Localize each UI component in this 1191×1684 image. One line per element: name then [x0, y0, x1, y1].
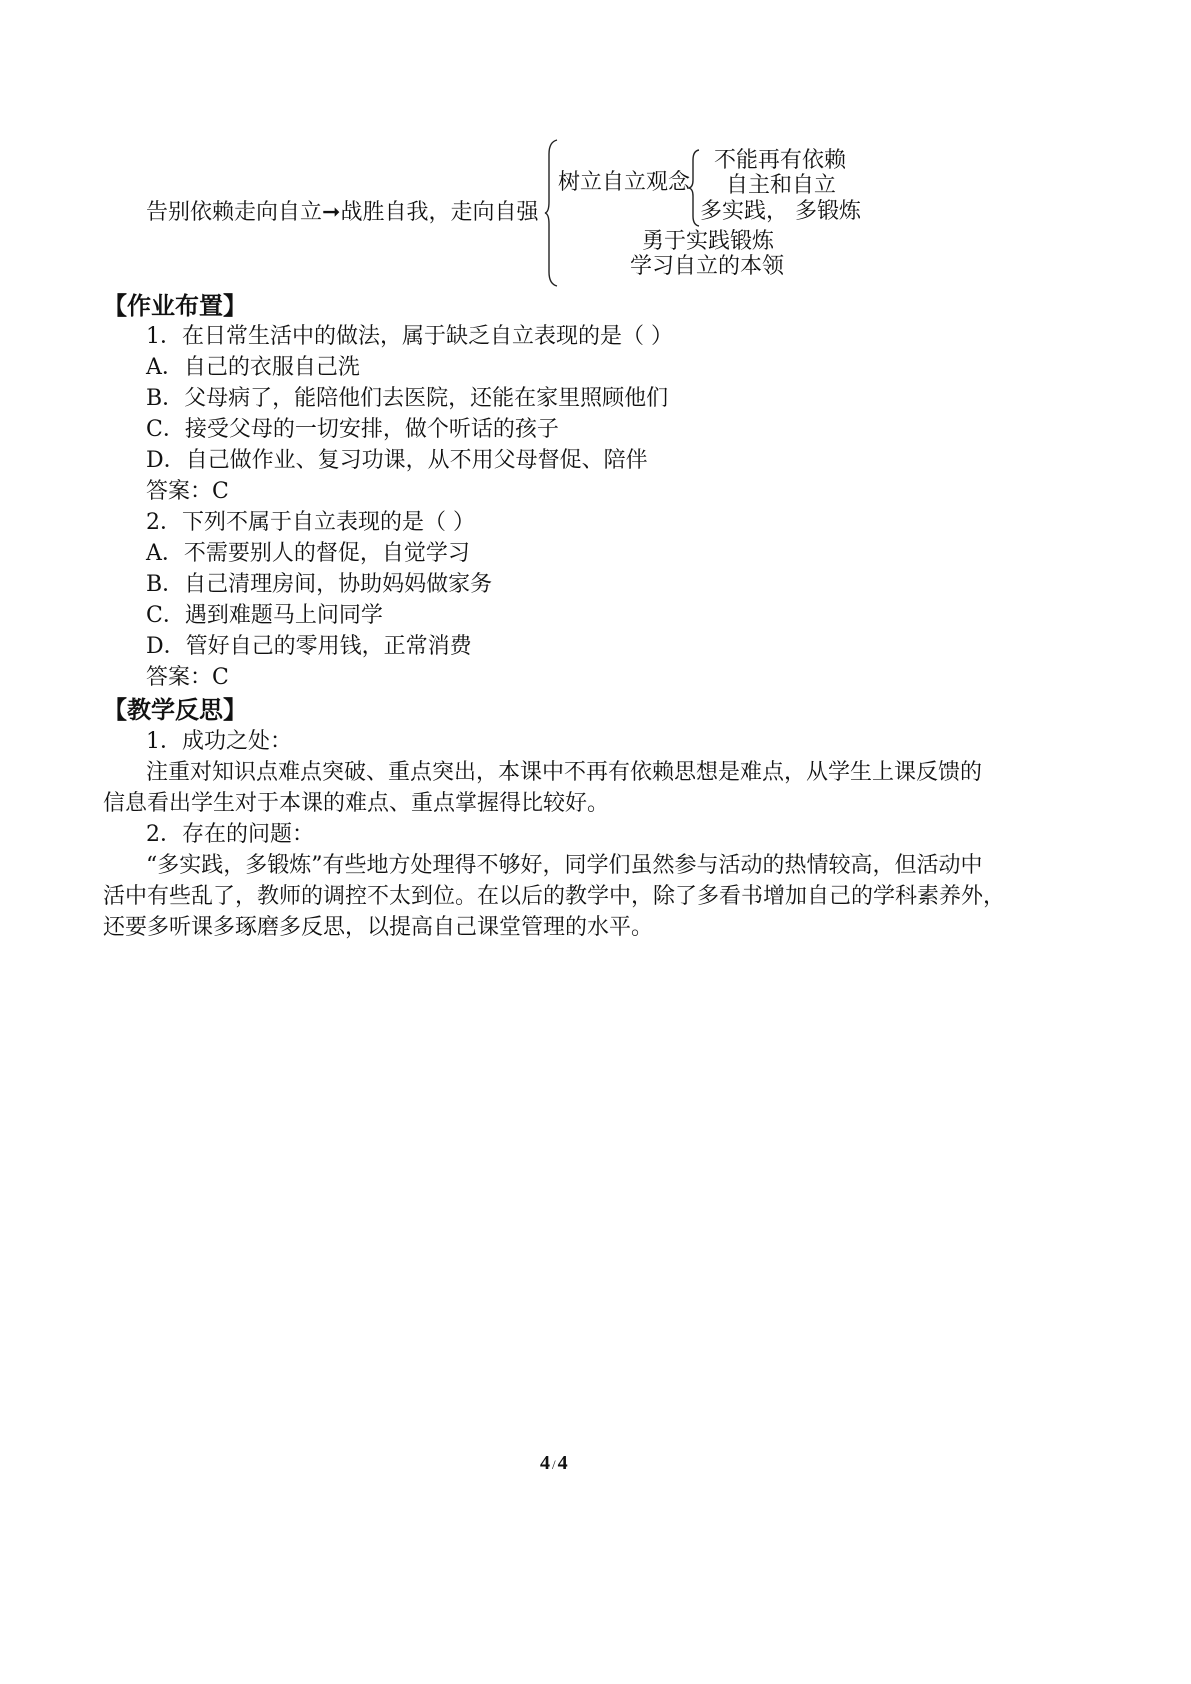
arrow-icon: ➞ — [322, 200, 341, 225]
homework-heading: 【作业布置】 — [103, 292, 247, 320]
problem-title: 2．存在的问题： — [146, 822, 314, 847]
page-number — [540, 1452, 568, 1475]
problem-text-line-1: “多实践，多锻炼”有些地方处理得不够好，同学们虽然参与活动的热情较高，但活动中 — [146, 853, 983, 878]
success-text-line-1: 注重对知识点难点突破、重点突出，本课中不再有依赖思想是难点，从学生上课反馈的 — [146, 760, 983, 785]
outline-sub-item-1: 不能再有依赖 — [714, 148, 847, 173]
problem-text-line-2: 活中有些乱了，教师的调控不太到位。在以后的教学中，除了多看书增加自己的学科素养外， — [103, 884, 1006, 909]
q1-option-a: A．自己的衣服自己洗 — [146, 355, 360, 380]
q1-option-d: D．自己做作业、复习功课，从不用父母督促、陪伴 — [146, 448, 648, 473]
q2-option-c: C．遇到难题马上问同学 — [146, 603, 383, 628]
q1-stem: 1．在日常生活中的做法，属于缺乏自立表现的是（ ） — [146, 324, 673, 349]
success-text-line-2: 信息看出学生对于本课的难点、重点掌握得比较好。 — [103, 791, 610, 816]
page-total: 4 — [557, 1452, 568, 1474]
page-separator: / — [552, 1457, 556, 1472]
outline-sub-item-3: 多实践， 多锻炼 — [700, 199, 861, 224]
outline-root — [146, 198, 538, 228]
q2-stem: 2．下列不属于自立表现的是（ ） — [146, 510, 475, 535]
page-current: 4 — [540, 1452, 550, 1474]
outline-root-label: 告别依赖走向自立 — [146, 200, 323, 225]
outline-branch-3: 学习自立的本领 — [630, 254, 785, 279]
q1-option-b: B．父母病了，能陪他们去医院，还能在家里照顾他们 — [146, 386, 669, 411]
outline-sub-item-2: 自主和自立 — [726, 173, 837, 198]
outline-brace-main — [544, 138, 560, 288]
problem-text-line-3: 还要多听课多琢磨多反思，以提高自己课堂管理的水平。 — [103, 915, 654, 940]
q1-option-c: C．接受父母的一切安排，做个听话的孩子 — [146, 417, 559, 442]
outline-branch-2: 勇于实践锻炼 — [642, 229, 775, 254]
outline-branch-1: 树立自立观念 — [558, 170, 691, 195]
outline-root2-label: 战胜自我，走向自强 — [340, 200, 539, 225]
success-title: 1．成功之处： — [146, 729, 292, 754]
q2-option-b: B．自己清理房间，协助妈妈做家务 — [146, 572, 493, 597]
q2-option-a: A．不需要别人的督促，自觉学习 — [146, 541, 470, 566]
q1-answer: 答案：C — [146, 479, 229, 504]
q2-option-d: D．管好自己的零用钱，正常消费 — [146, 634, 472, 659]
reflection-heading: 【教学反思】 — [103, 696, 247, 724]
q2-answer: 答案：C — [146, 665, 229, 690]
